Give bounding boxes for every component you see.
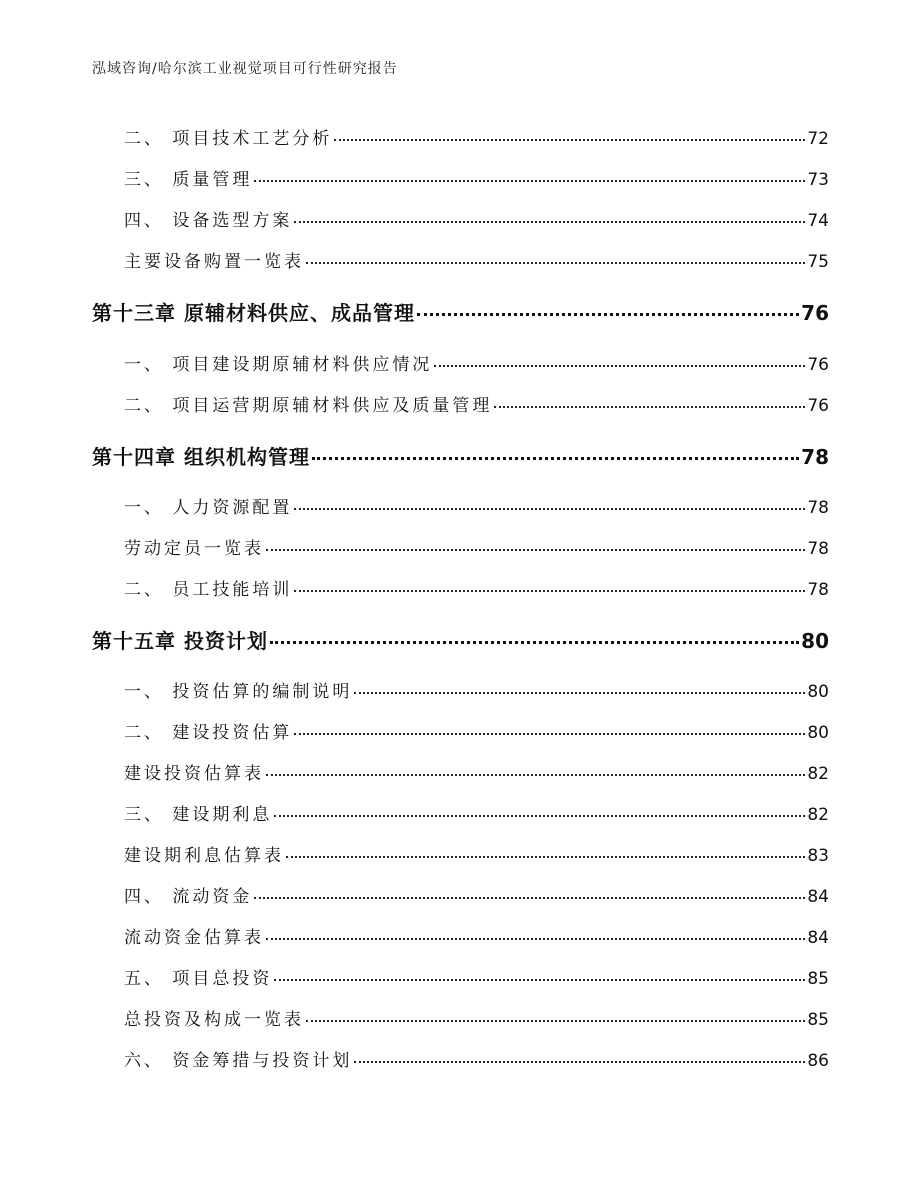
toc-leader-dots [306,262,805,264]
toc-page-number: 72 [807,129,829,149]
toc-entry-construction-investment-table[interactable] [124,759,829,784]
toc-chapter-title: 第十三章 原辅材料供应、成品管理 [92,301,415,325]
toc-leader-dots [434,365,805,367]
toc-entry-financing-plan[interactable] [124,1046,829,1071]
toc-leader-dots [274,815,805,817]
toc-leader-dots [254,180,805,182]
toc-leader-dots [312,457,799,460]
toc-page-number: 74 [807,211,829,231]
toc-chapter-14[interactable] [92,441,829,470]
toc-leader-dots [306,1020,805,1022]
toc-entry-equipment-purchase-table[interactable] [124,247,829,272]
toc-leader-dots [274,979,805,981]
toc-page-number: 83 [807,846,829,866]
toc-entry-title: 建设期利息估算表 [124,846,284,866]
toc-leader-dots [294,221,805,223]
toc-entry-total-investment[interactable] [124,964,829,989]
toc-leader-dots [354,692,805,694]
toc-entry-title: 六、 资金筹措与投资计划 [124,1051,353,1071]
toc-leader-dots [270,641,799,644]
toc-entry-equipment-selection[interactable] [124,206,829,231]
toc-page-number: 76 [807,396,829,416]
toc-entry-construction-interest-table[interactable] [124,841,829,866]
toc-entry-quality-management[interactable] [124,165,829,190]
toc-page-number: 76 [801,301,829,325]
page-header: 泓域咨询/哈尔滨工业视觉项目可行性研究报告 [92,61,398,77]
toc-leader-dots [254,897,805,899]
toc-entry-title: 一、 人力资源配置 [124,498,293,518]
toc-entry-title: 二、 项目运营期原辅材料供应及质量管理 [124,396,493,416]
toc-chapter-title: 第十四章 组织机构管理 [92,445,310,469]
toc-leader-dots [294,508,805,510]
toc-leader-dots [494,406,805,408]
toc-leader-dots [354,1061,805,1063]
toc-entry-total-investment-table[interactable] [124,1005,829,1030]
toc-entry-title: 主要设备购置一览表 [124,252,304,272]
toc-page-number: 82 [807,764,829,784]
toc-chapter-title: 第十五章 投资计划 [92,629,268,653]
toc-page-number: 78 [807,539,829,559]
toc-entry-title: 一、 投资估算的编制说明 [124,682,353,702]
toc-page-number: 86 [807,1051,829,1071]
toc-page-number: 78 [807,498,829,518]
toc-chapter-13[interactable] [92,297,829,326]
toc-entry-title: 三、 质量管理 [124,170,253,190]
toc-entry-operation-period-supply[interactable] [124,391,829,416]
toc-entry-staff-training[interactable] [124,575,829,600]
toc-entry-construction-investment[interactable] [124,718,829,743]
toc-entry-human-resources[interactable] [124,493,829,518]
toc-leader-dots [266,549,805,551]
toc-entry-estimation-notes[interactable] [124,677,829,702]
toc-page-number: 82 [807,805,829,825]
toc-entry-staffing-table[interactable] [124,534,829,559]
toc-entry-technology-process[interactable] [124,124,829,149]
toc-leader-dots [417,313,799,316]
toc-entry-working-capital[interactable] [124,882,829,907]
toc-page-number: 73 [807,170,829,190]
toc-page-number: 80 [801,629,829,653]
toc-leader-dots [294,590,805,592]
toc-entry-working-capital-table[interactable] [124,923,829,948]
toc-page-number: 85 [807,1010,829,1030]
toc-entry-title: 建设投资估算表 [124,764,264,784]
toc-page-number: 76 [807,355,829,375]
toc-leader-dots [286,856,805,858]
toc-entry-title: 总投资及构成一览表 [124,1010,304,1030]
toc-page-number: 84 [807,887,829,907]
toc-page-number: 80 [807,723,829,743]
toc-entry-title: 劳动定员一览表 [124,539,264,559]
toc-page-number: 84 [807,928,829,948]
toc-chapter-15[interactable] [92,625,829,654]
toc-page-number: 80 [807,682,829,702]
toc-entry-title: 四、 流动资金 [124,887,253,907]
toc-entry-title: 二、 员工技能培训 [124,580,293,600]
toc-entry-construction-period-supply[interactable] [124,350,829,375]
toc-entry-title: 二、 建设投资估算 [124,723,293,743]
toc-entry-title: 三、 建设期利息 [124,805,273,825]
toc-entry-title: 四、 设备选型方案 [124,211,293,231]
toc-entry-title: 一、 项目建设期原辅材料供应情况 [124,355,433,375]
toc-entry-construction-interest[interactable] [124,800,829,825]
toc-entry-title: 流动资金估算表 [124,928,264,948]
toc-page-number: 78 [801,445,829,469]
toc-page-number: 75 [807,252,829,272]
toc-leader-dots [266,938,805,940]
toc-page-number: 78 [807,580,829,600]
toc-entry-title: 五、 项目总投资 [124,969,273,989]
toc-entry-title: 二、 项目技术工艺分析 [124,129,333,149]
toc-page-number: 85 [807,969,829,989]
toc-leader-dots [266,774,805,776]
toc-leader-dots [334,139,805,141]
toc-leader-dots [294,733,805,735]
